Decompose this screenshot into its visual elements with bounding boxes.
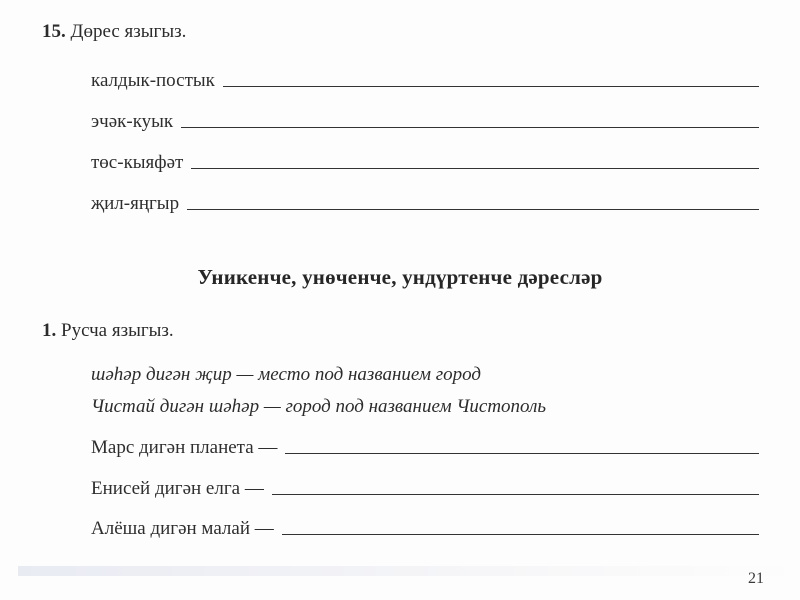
answer-line[interactable] xyxy=(285,452,759,454)
word-pair-label: җил-яңгыр xyxy=(91,193,180,214)
example-line-2: Чистай дигән шәһәр — город под названием Чистополь xyxy=(91,396,547,417)
task-1-row-3 xyxy=(91,518,759,540)
task-1-row-1 xyxy=(91,437,759,459)
answer-line[interactable] xyxy=(272,493,759,495)
task-15-instruction: Дөрес языгыз. xyxy=(70,21,187,42)
example-line-1: шәһәр дигән җир — место под названием город xyxy=(91,364,481,385)
task-1-instruction: Русча языгыз. xyxy=(61,320,174,341)
section-title: Уникенче, унөченче, ундүртенче дәресләр xyxy=(197,265,603,289)
task-15-row-3 xyxy=(91,152,759,174)
task-15-row-1 xyxy=(91,70,759,92)
phrase-label: Алёша дигән малай — xyxy=(91,518,274,539)
task-15-number: 15. xyxy=(42,21,66,42)
answer-line[interactable] xyxy=(191,167,759,169)
word-pair-label: төс-кыяфәт xyxy=(91,152,184,173)
page-number: 21 xyxy=(748,570,764,587)
page-edge-shadow xyxy=(18,566,800,576)
task-15-row-4 xyxy=(91,193,759,215)
task-1-number: 1. xyxy=(42,320,57,341)
phrase-label: Енисей дигән елга — xyxy=(91,478,264,499)
task-15-row-2 xyxy=(91,111,759,133)
answer-line[interactable] xyxy=(282,533,759,535)
answer-line[interactable] xyxy=(181,126,759,128)
answer-line[interactable] xyxy=(223,85,759,87)
word-pair-label: эчәк-куык xyxy=(91,111,174,132)
phrase-label: Марс дигән планета — xyxy=(91,437,278,458)
answer-line[interactable] xyxy=(187,208,759,210)
task-1-row-2 xyxy=(91,478,759,500)
task-15-header xyxy=(42,21,186,43)
task-1-header xyxy=(42,320,174,342)
word-pair-label: калдык-постык xyxy=(91,70,215,91)
